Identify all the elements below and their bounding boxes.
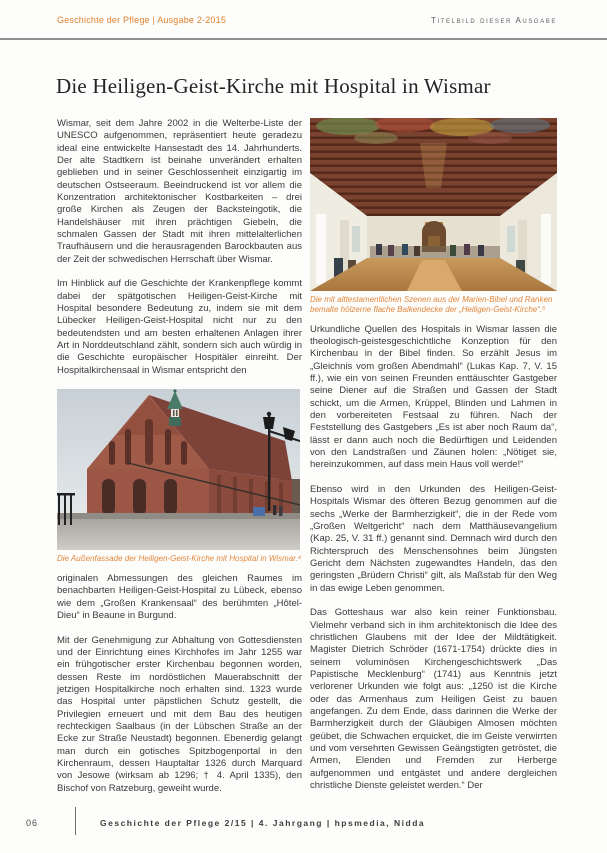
- paragraph: originalen Abmessungen des gleichen Raumes im benachbarten Heiligen-Geist-Hospital zu Lübeck, ebenso wie dem „Großen Krankensaal“ des berühmten „Hôtel-Dieu“ in Beaune in Burgund.: [57, 573, 302, 622]
- header-titelbild-label: Titelbild dieser Ausgabe: [431, 16, 557, 25]
- paragraph: Mit der Genehmigung zur Abhaltung von Gottesdiensten und der Einrichtung eines Kirchhofes im Jahr 1255 war ein frühgotischer erster Kirchenbau begonnen worden, dessen Reste im nordöstlichen Mauerabschnitt der jetzigen Hospitalkirche noch erhalten sind. 1323 wurde das Hospital unter päpstlichen Schutz gestellt, die Privilegien erneuert und mit dem Bau des heutigen rechteckigen Saalbaus (in der Lübschen Straße an der Ecke zur Straße Neustadt) begonnen. Ebenerdig gelangt man durch ein gotisches Spitzbogenportal in den Kirchenraum, dessen Hauptaltar 1326 durch Marquard von Jesowe (wirksam ab 1296; † 4. April 1335), den Bischof von Ratzeburg, geweiht wurde.: [57, 634, 302, 794]
- left-column: [57, 118, 302, 807]
- article-title: Die Heiligen-Geist-Kirche mit Hospital in Wismar: [56, 74, 491, 98]
- paragraph: Ebenso wird in den Urkunden des Heiligen-Geist-Hospitals Wismar des öfteren Bezug genommen auf die sechs „Werke der Barmherzigkeit“, die in der Rede vom „Großen Weltgericht“ nach dem Matthäusevangelium (Kap. 25, V. 31 ff.) genannt sind. Demnach wird durch den Richterspruch des Menschensohnes beim Jüngsten Gericht dem Nächsten zugewandtes Handeln, das den geringsten „Brüdern Christi“ gilt, als Maßstab für den Weg in das ewige Leben genommen.: [310, 483, 557, 594]
- paragraph: Das Gotteshaus war also kein reiner Funktionsbau. Vielmehr verband sich in ihm architektonisch die Idee des christlichen Glaubens mit der Idee der Mildtätigkeit. Magister Dietrich Schröder (1671-1754) drückte dies in seinem voluminösen Kirchengeschichtswerk „Das Papistische Mecklenburg“ (1741) aus Kenntnis jetzt verlorener Urkunden wie folgt aus: „1250 ist die Kirche oder das Armenhaus zum Heiligen Geist zu bauen angefangen. Zu dem Ende, dass darinnen die Werke der Barmherzigkeit durch der Gläubigen Almosen möchten geübet, die Schwachen erquicket, die im Geiste verwirrten und vom versehrten Gewissen Geängstigten getröstet, die Armen, Elenden und Fremden zur Herberge aufgenommen und entgästet und andere dergleichen christliche Dienste geleistet werden.“ Der: [310, 607, 557, 791]
- right-column: [310, 118, 557, 805]
- interior-photo-caption: Die mit alttestamentlichen Szenen aus der Marien-Bibel und Ranken bemalte hölzerne flache Balkendecke der „Heiligen-Geist-Kirche“.⁵: [310, 295, 553, 314]
- exterior-photo-caption: Die Außenfassade der Heiligen-Geist-Kirche mit Hospital in Wismar.⁴: [57, 554, 302, 564]
- footer-imprint: Geschichte der Pflege 2/15 | 4. Jahrgang | hpsmedia, Nidda: [100, 818, 426, 828]
- footer-page-number: 06: [26, 818, 39, 828]
- church-interior-photo: [310, 118, 557, 291]
- footer-divider: [75, 807, 76, 835]
- paragraph: Urkundliche Quellen des Hospitals in Wismar lassen die theologisch-geistesgeschichtliche Konzeption für den Kirchenbau in der Bibel finden. So erzählt Jesus im „Gleichnis vom großen Abendmahl“ (Lukas Kap. 7, V. 15 ff.), wie ein von seinen Freunden enttäuschter Gastgeber seine Diener auf die Straßen und Gassen der Stadt schickt, um die Armen, Krüppel, Blinden und Lahmen in den vorbereiteten Festsaal zu führen. Nach der Feststellung des Gastgebers „Es ist aber noch Raum da“, lässt er dann auch noch die Bedürftigen und Leidenden von den Landstraßen und Zäunen holen: „Nötiget sie, hereinzukommen, auf dass mein Haus voll werde!“: [310, 323, 557, 471]
- paragraph: Im Hinblick auf die Geschichte der Krankenpflege kommt dabei der spätgotischen Heiligen-Geist-Kirche mit Hospital besondere Bedeutung zu, indem sie mit dem Lübecker Heiligen-Geist-Hospital nicht nur zu den bedeutendsten und am besten erhaltenen Anlagen ihrer Art in Norddeutschland zählt, sondern sich auch würdig in die Geschichte europäischer Hospitäler einreiht. Der Hospitalkirchensaal in Wismar entspricht den: [57, 278, 302, 376]
- church-exterior-photo: [57, 389, 300, 550]
- interior-photo-figure: [310, 118, 557, 315]
- header-issue-label: Geschichte der Pflege | Ausgabe 2-2015: [57, 15, 227, 25]
- paragraph: Wismar, seit dem Jahre 2002 in die Welterbe-Liste der UNESCO aufgenommen, repräsentiert heute geradezu ideal eine entwickelte Hansestadt des 14. Jahrhunderts. Der alte Stadtkern ist beinahe unverändert erhalten geblieben und in seiner Geschlossenheit einzigartig im deutschen Ostseeraum. Beeindruckend ist vor allem die Konzentration architektonischer Kostbarkeiten – drei große Kirchen als Zeugen der Backsteingotik, die Handelshäuser mit ihren prächtigen Giebeln, die schmalen Gassen der Stadt mit ihren mittelalterlichen Traufhäusern und die herausragenden Barockbauten aus der Zeit der schwedischen Herrschaft über Wismar.: [57, 118, 302, 265]
- street: [57, 519, 300, 550]
- exterior-photo-figure: [57, 389, 302, 564]
- header-rule: [0, 38, 607, 40]
